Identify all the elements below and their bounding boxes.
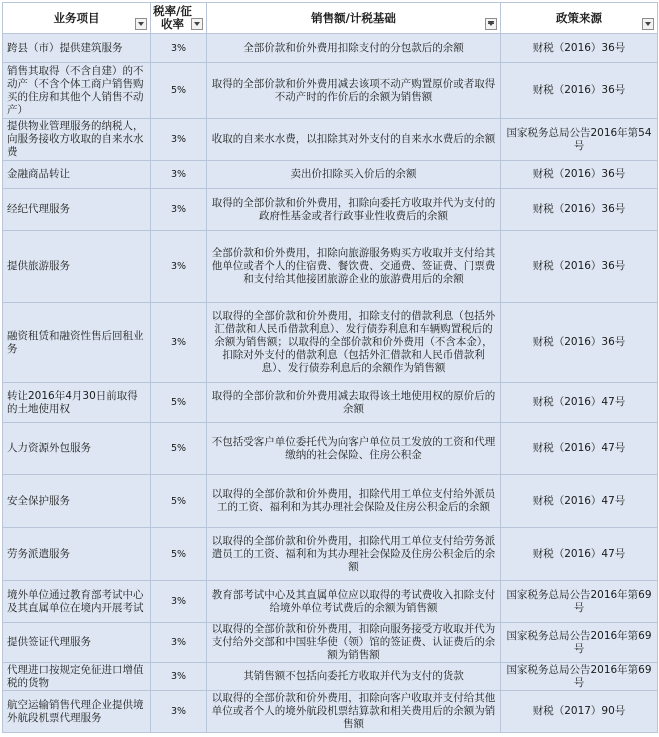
item-cell: 代理进口按规定免征进口增值税的货物 — [3, 663, 151, 691]
base-cell: 以取得的全部价款和价外费用，扣除代用工单位支付给外派员工的工资、福利和为其办理社会保险及住房公积金后的余额 — [207, 475, 501, 528]
table-row — [3, 691, 658, 733]
item-cell: 境外单位通过教育部考试中心及其直属单位在境内开展考试 — [3, 581, 151, 623]
item-cell: 经纪代理服务 — [3, 189, 151, 231]
item-cell: 销售其取得（不含自建）的不动产（不含个体工商户销售购买的住房和其他个人销售不动产） — [3, 63, 151, 119]
item-cell: 人力资源外包服务 — [3, 423, 151, 475]
table-row — [3, 63, 658, 119]
rate-cell: 3% — [151, 691, 207, 733]
header-rate-label: 税率/征收率 — [153, 4, 192, 31]
source-cell: 财税（2016）36号 — [501, 161, 658, 189]
item-cell: 提供签证代理服务 — [3, 623, 151, 663]
base-cell: 不包括受客户单位委托代为向客户单位员工发放的工资和代理缴纳的社会保险、住房公积金 — [207, 423, 501, 475]
header-row — [3, 3, 658, 34]
base-cell: 其销售额不包括向委托方收取并代为支付的货款 — [207, 663, 501, 691]
base-cell: 全部价款和价外费用扣除支付的分包款后的余额 — [207, 34, 501, 63]
source-cell: 国家税务总局公告2016年第69号 — [501, 623, 658, 663]
rate-cell: 3% — [151, 303, 207, 383]
rate-cell: 3% — [151, 581, 207, 623]
filter-dropdown-icon[interactable] — [135, 18, 147, 30]
item-cell: 安全保护服务 — [3, 475, 151, 528]
base-cell: 取得的全部价款和价外费用减去该项不动产购置原价或者取得不动产时的作价后的余额为销售额 — [207, 63, 501, 119]
table-row — [3, 303, 658, 383]
table-row — [3, 528, 658, 581]
filter-dropdown-icon[interactable] — [191, 18, 203, 30]
table-row — [3, 231, 658, 303]
source-cell: 国家税务总局公告2016年第69号 — [501, 581, 658, 623]
table-row — [3, 623, 658, 663]
base-cell: 取得的全部价款和价外费用，扣除向委托方收取并代为支付的政府性基金或者行政事业性收费后的余额 — [207, 189, 501, 231]
table-row — [3, 663, 658, 691]
table-row — [3, 423, 658, 475]
header-base — [207, 3, 501, 34]
rate-cell: 5% — [151, 528, 207, 581]
item-cell: 金融商品转让 — [3, 161, 151, 189]
item-cell: 劳务派遣服务 — [3, 528, 151, 581]
rate-cell: 5% — [151, 63, 207, 119]
source-cell: 国家税务总局公告2016年第54号 — [501, 119, 658, 161]
rate-cell: 3% — [151, 189, 207, 231]
rate-cell: 3% — [151, 161, 207, 189]
rate-cell: 3% — [151, 231, 207, 303]
table-row — [3, 34, 658, 63]
source-cell: 财税（2016）36号 — [501, 63, 658, 119]
header-source-label: 政策来源 — [556, 10, 602, 25]
table-row — [3, 383, 658, 423]
item-cell: 融资租赁和融资性售后回租业务 — [3, 303, 151, 383]
rate-cell: 5% — [151, 383, 207, 423]
header-base-label: 销售额/计税基础 — [311, 10, 396, 25]
source-cell: 财税（2016）47号 — [501, 528, 658, 581]
base-cell: 以取得的全部价款和价外费用，扣除向客户收取并支付给其他单位或者个人的境外航段机票结算款和相关费用后的余额为销售额 — [207, 691, 501, 733]
filter-active-icon[interactable] — [485, 18, 497, 30]
filter-dropdown-icon[interactable] — [642, 18, 654, 30]
table-row — [3, 189, 658, 231]
rate-cell: 5% — [151, 475, 207, 528]
tax-policy-table — [2, 2, 658, 733]
table-row — [3, 119, 658, 161]
source-cell: 财税（2016）36号 — [501, 231, 658, 303]
header-item — [3, 3, 151, 34]
source-cell: 国家税务总局公告2016年第69号 — [501, 663, 658, 691]
rate-cell: 3% — [151, 34, 207, 63]
source-cell: 财税（2016）47号 — [501, 383, 658, 423]
base-cell: 收取的自来水水费，以扣除其对外支付的自来水水费后的余额 — [207, 119, 501, 161]
source-cell: 财税（2016）36号 — [501, 34, 658, 63]
item-cell: 跨县（市）提供建筑服务 — [3, 34, 151, 63]
header-source — [501, 3, 658, 34]
source-cell: 财税（2016）47号 — [501, 475, 658, 528]
item-cell: 转让2016年4月30日前取得的土地使用权 — [3, 383, 151, 423]
rate-cell: 3% — [151, 119, 207, 161]
rate-cell: 3% — [151, 623, 207, 663]
table-row — [3, 161, 658, 189]
table-row — [3, 475, 658, 528]
table-row — [3, 581, 658, 623]
base-cell: 以取得的全部价款和价外费用，扣除向服务接受方收取并代为支付给外交部和中国驻华使（领）馆的签证费、认证费后的余额为销售额 — [207, 623, 501, 663]
rate-cell: 3% — [151, 663, 207, 691]
base-cell: 以取得的全部价款和价外费用，扣除支付的借款利息（包括外汇借款和人民币借款利息）、发行债券利息和车辆购置税后的余额为销售额；以取得的全部价款和价外费用（不含本金），扣除对外支付的借款利息（包括外汇借款和人民币借款利息）、发行债券利息后的余额作为销售额 — [207, 303, 501, 383]
source-cell: 财税（2016）36号 — [501, 303, 658, 383]
base-cell: 教育部考试中心及其直属单位应以取得的考试费收入扣除支付给境外单位考试费后的余额为销售额 — [207, 581, 501, 623]
header-item-label: 业务项目 — [53, 10, 100, 25]
item-cell: 航空运输销售代理企业提供境外航段机票代理服务 — [3, 691, 151, 733]
base-cell: 取得的全部价款和价外费用减去取得该土地使用权的原价后的余额 — [207, 383, 501, 423]
tax-table-container — [2, 2, 657, 733]
header-rate — [151, 3, 207, 34]
item-cell: 提供物业管理服务的纳税人，向服务接收方收取的自来水水费 — [3, 119, 151, 161]
base-cell: 全部价款和价外费用，扣除向旅游服务购买方收取并支付给其他单位或者个人的住宿费、餐饮费、交通费、签证费、门票费和支付给其他接团旅游企业的旅游费用后的余额 — [207, 231, 501, 303]
base-cell: 卖出价扣除买入价后的余额 — [207, 161, 501, 189]
rate-cell: 5% — [151, 423, 207, 475]
source-cell: 财税（2016）47号 — [501, 423, 658, 475]
base-cell: 以取得的全部价款和价外费用，扣除代用工单位支付给劳务派遣员工的工资、福利和为其办理社会保险及住房公积金后的余额 — [207, 528, 501, 581]
source-cell: 财税（2016）36号 — [501, 189, 658, 231]
source-cell: 财税（2017）90号 — [501, 691, 658, 733]
item-cell: 提供旅游服务 — [3, 231, 151, 303]
